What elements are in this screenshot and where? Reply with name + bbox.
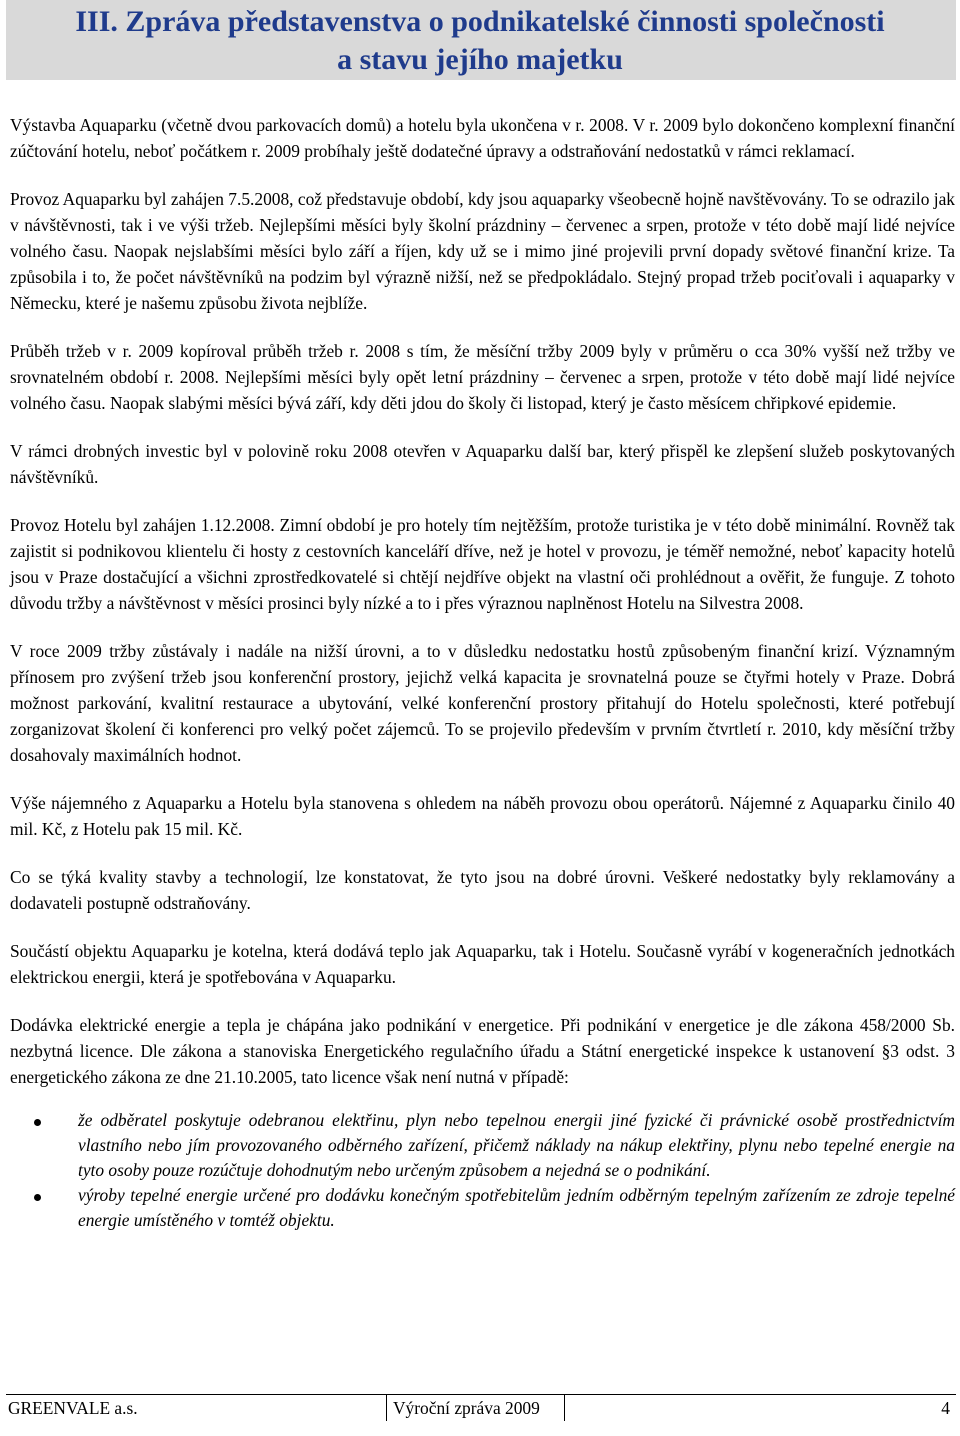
list-item-text: výroby tepelné energie určené pro dodávku konečným spotřebitelům jedním odběrným tepelným zařízením ze zdroje tepelné energie umístěného v tomtéž objektu. bbox=[78, 1185, 955, 1230]
paragraph-boiler-room: Součástí objektu Aquaparku je kotelna, která dodává teplo jak Aquaparku, tak i Hotelu. Současně vyrábí v kogeneračních jednotkách elektrickou energii, která je spotřebována v Aquaparku. bbox=[10, 941, 955, 987]
license-exemption-list bbox=[10, 1108, 955, 1233]
list-item bbox=[10, 1108, 955, 1183]
page-title-line2: a stavu jejího majetku bbox=[337, 43, 623, 76]
bullet-icon bbox=[34, 1119, 41, 1126]
footer-page-number: 4 bbox=[941, 1398, 950, 1418]
bullet-icon bbox=[34, 1194, 41, 1201]
paragraph-quality: Co se týká kvality stavby a technologií, lze konstatovat, že tyto jsou na dobré úrovni. Veškeré nedostatky byly reklamovány a dodavateli postupně odstraňovány. bbox=[10, 867, 955, 913]
paragraph-energy-license: Dodávka elektrické energie a tepla je chápána jako podnikání v energetice. Při podnikání v energetice je dle zákona 458/2000 Sb. nezbytná licence. Dle zákona a stanoviska Energetického regulačního úřadu a Státní energetické inspekce k ustanovení §3 odst. 3 energetického zákona ze dne 21.10.2005, tato licence však není nutná v případě: bbox=[10, 1015, 955, 1087]
paragraph-investments: V rámci drobných investic byl v polovině roku 2008 otevřen v Aquaparku další bar, který přispěl ke zlepšení služeb poskytovaných návštěvníků. bbox=[10, 441, 955, 487]
footer-company: GREENVALE a.s. bbox=[8, 1398, 138, 1418]
paragraph-hotel-2009: V roce 2009 tržby zůstávaly i nadále na nižší úrovni, a to v důsledku nedostatku hostů způsobeným finanční krizí. Významným přínosem pro zvýšení tržeb jsou konferenční prostory, jejichž velká kapacita je srovnatelná pouze se čtyřmi hotely v Praze. Dobrá možnost parkování, kvalitní restaurace a ubytování, velké konferenční prostory přitahují do Hotelu společnosti, které potřebují zorganizovat školení či konferenci pro velký počet zájemců. To se projevilo především v prvním čtvrtletí r. 2010, kdy měsíční tržby dosahovaly maximálních hodnot. bbox=[10, 641, 955, 765]
list-item-text: že odběratel poskytuje odebranou elektřinu, plyn nebo tepelnou energii jiné fyzické či právnické osobě prostřednictvím vlastního nebo jím provozovaného odběrného zařízení, přičemž náklady na nákup elektřiny, plynu nebo tepelné energie na tyto osoby pouze rozúčtuje dohodnutým nebo určeným způsobem a nejedná se o podnikání. bbox=[78, 1110, 955, 1180]
paragraph-revenue-2009: Průběh tržeb v r. 2009 kopíroval průběh tržeb r. 2008 s tím, že měsíční tržby 2009 byly v průměru o cca 30% vyšší než tržby ve srovnatelném období r. 2008. Nejlepšími měsíci byly opět letní prázdniny – červenec a srpen, protože v této době mají lidé nejvíce volného času. Naopak slabými měsíci bývá září, kdy děti jdou do školy či listopad, který je často měsícem chřipkové epidemie. bbox=[10, 341, 955, 413]
paragraph-rent: Výše nájemného z Aquaparku a Hotelu byla stanovena s ohledem na náběh provozu obou operátorů. Nájemné z Aquaparku činilo 40 mil. Kč, z Hotelu pak 15 mil. Kč. bbox=[10, 793, 955, 839]
list-item bbox=[10, 1183, 955, 1233]
paragraph-aquapark-operation: Provoz Aquaparku byl zahájen 7.5.2008, což představuje období, kdy jsou aquaparky všeobecně hojně navštěvovány. To se odrazilo jak v návštěvnosti, tak i ve výši tržeb. Nejlepšími měsíci byly školní prázdniny – červenec a srpen, protože v této době mají lidé nejvíce volného času. Naopak nejslabšími měsíci bylo září a říjen, kdy už se i mimo jiné projevili první dopady světové finanční krize. Ta způsobila i to, že počet návštěvníků na podzim byl výrazně nižší, než se předpokládalo. Stejný propad tržeb pociťovali i aquaparky v Německu, které je našemu způsobu života nejblíže. bbox=[10, 189, 955, 313]
report-body bbox=[10, 112, 955, 1233]
footer-report-title: Výroční zpráva 2009 bbox=[386, 1395, 565, 1421]
page-footer bbox=[6, 1395, 956, 1423]
paragraph-hotel-operation: Provoz Hotelu byl zahájen 1.12.2008. Zimní období je pro hotely tím nejtěžším, protože turistika je v této době minimální. Rovněž tak zajistit si podnikovou klientelu či hosty z cestovních kanceláří dříve, než je hotel v provozu, je téměř nemožné, neboť kapacity hotelů jsou v Praze dostačující a všichni zprostředkovatelé si chtějí nejdříve objekt na vlastní oči prohlédnout a ověřit, že funguje. Z tohoto důvodu tržby a návštěvnost v měsíci prosinci byly nízké a to i přes výraznou naplněnost Hotelu na Silvestra 2008. bbox=[10, 515, 955, 613]
page-title-line1: III. Zpráva představenstva o podnikatelské činnosti společnosti bbox=[75, 5, 885, 38]
paragraph-construction: Výstavba Aquaparku (včetně dvou parkovacích domů) a hotelu byla ukončena v r. 2008. V r. 2009 bylo dokončeno komplexní finanční zúčtování hotelu, neboť počátkem r. 2009 probíhaly ještě dodatečné úpravy a odstraňování nedostatků v rámci reklamací. bbox=[10, 115, 955, 161]
